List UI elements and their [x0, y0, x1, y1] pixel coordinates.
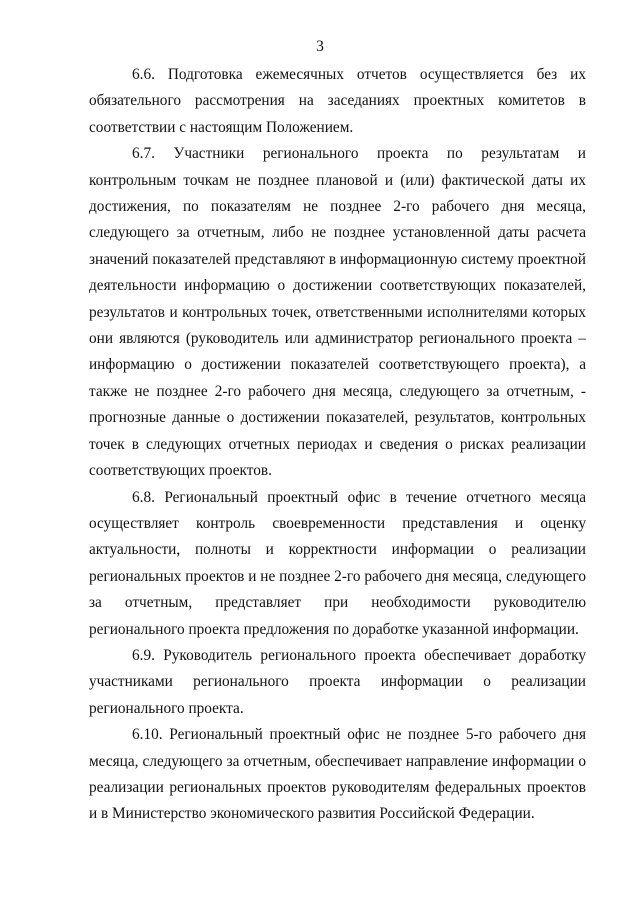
page-number: 3	[316, 38, 324, 55]
paragraph-6-6: 6.6. Подготовка ежемесячных отчетов осуществляется без их обязательного рассмотрения на заседаниях проектных комитетов в соответствии с настоящим Положением.	[89, 66, 586, 136]
paragraph-6-10: 6.10. Региональный проектный офис не позднее 5-го рабочего дня месяца, следующего за отчетным, обеспечивает направление информации о реализации региональных проектов руководителям федеральных проектов и в Министерство экономического развития Российской Федерации.	[89, 726, 586, 823]
paragraph-6-7: 6.7. Участники регионального проекта по результатам и контрольным точкам не позднее плановой и (или) фактической даты их достижения, по показателям не позднее 2-го рабочего дня месяца, следующего за отчетным, либо не позднее установленной даты расчета значений показателей представляют в информационную систему проектной деятельности информацию о достижении соответствующих показателей, результатов и контрольных точек, ответственными исполнителями которых они являются (руководитель или администратор регионального проекта – информацию о достижении показателей соответствующего проекта), а также не позднее 2-го рабочего дня месяца, следующего за отчетным, - прогнозные данные о достижении показателей, результатов, контрольных точек в следующих отчетных периодах и сведения о рисках реализации соответствующих проектов.	[89, 145, 586, 480]
paragraph-6-9: 6.9. Руководитель регионального проекта обеспечивает доработку участниками регионального проекта информации о реализации регионального проекта.	[89, 646, 586, 717]
document-body	[89, 62, 586, 828]
paragraph-6-8: 6.8. Региональный проектный офис в течение отчетного месяца осуществляет контроль своевременности представления и оценку актуальности, полноты и корректности информации о реализации региональных проектов и не позднее 2-го рабочего дня месяца, следующего за отчетным, представляет при необходимости руководителю регионального проекта предложения по доработке указанной информации.	[89, 488, 586, 638]
